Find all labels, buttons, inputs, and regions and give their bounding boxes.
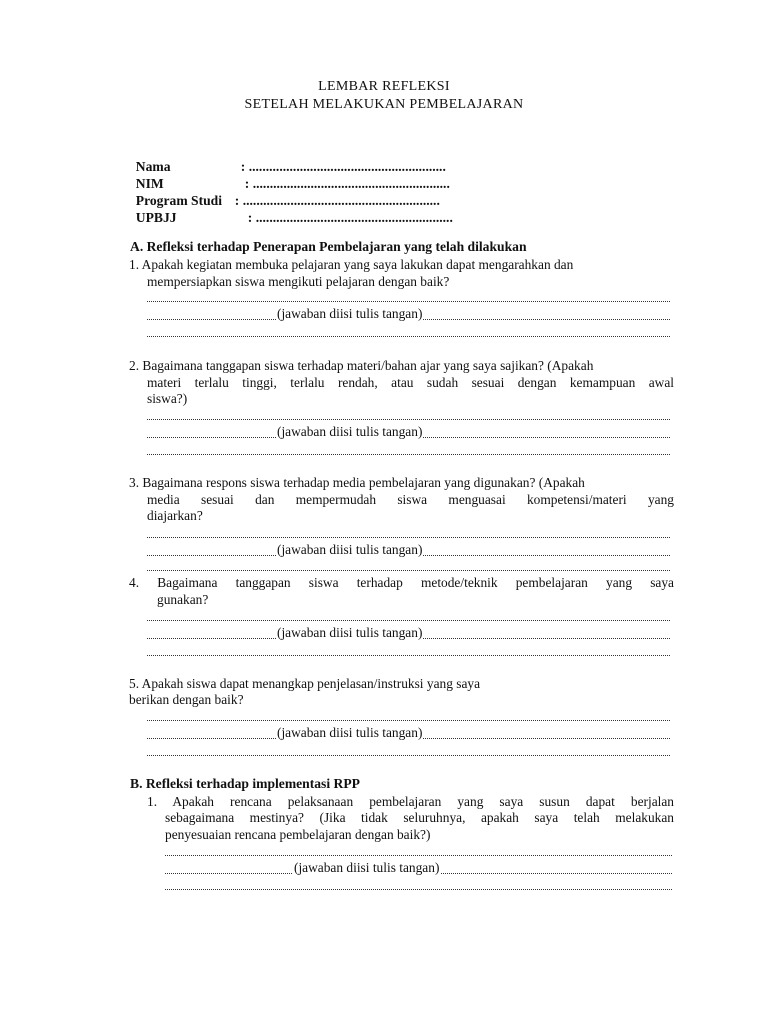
upbjj-colon: : — [247, 209, 253, 225]
question-a3-line3: diajarkan? — [147, 508, 203, 523]
answer-hint: (jawaban diisi tulis tangan) — [294, 860, 440, 875]
section-b-heading: B. Refleksi terhadap implementasi RPP — [130, 776, 360, 791]
question-a1-line1: 1. Apakah kegiatan membuka pelajaran yang saya lakukan dapat mengarahkan dan — [129, 257, 574, 272]
question-a5-line2: berikan dengan baik? — [129, 692, 244, 707]
document-title: LEMBAR REFLEKSI — [318, 79, 450, 94]
question-a1-line2: mempersiapkan siswa mengikuti pelajaran dengan baik? — [147, 274, 450, 289]
answer-line — [147, 537, 670, 538]
upbjj-blank: .......................................................... — [255, 209, 453, 225]
identity-upbjj-row — [129, 191, 453, 226]
question-a2-line2: materi terlalu tinggi, terlalu rendah, atau sudah sesuai dengan kemampuan awal — [147, 375, 674, 390]
answer-line — [147, 720, 670, 721]
question-a3-line1: 3. Bagaimana respons siswa terhadap media pembelajaran yang digunakan? (Apakah — [129, 475, 585, 490]
nama-label: Nama — [135, 158, 171, 174]
answer-line — [147, 620, 670, 621]
answer-line — [147, 301, 670, 302]
answer-line — [165, 889, 672, 890]
answer-line — [147, 655, 670, 656]
question-a5-line1: 5. Apakah siswa dapat menangkap penjelasan/instruksi yang saya — [129, 676, 481, 691]
section-a-heading: A. Refleksi terhadap Penerapan Pembelajaran yang telah dilakukan — [130, 239, 527, 254]
answer-line — [147, 419, 670, 420]
answer-hint: (jawaban diisi tulis tangan) — [277, 306, 423, 321]
prodi-colon: : — [234, 192, 240, 208]
question-b1-line3: penyesuaian rencana pembelajaran dengan baik?) — [165, 827, 431, 842]
nim-colon: : — [244, 175, 250, 191]
document-subtitle: SETELAH MELAKUKAN PEMBELAJARAN — [244, 97, 524, 112]
nim-label: NIM — [135, 175, 164, 191]
prodi-blank: .......................................................... — [242, 192, 440, 208]
question-a2-line3: siswa?) — [147, 391, 188, 406]
answer-line — [147, 570, 670, 571]
question-b1-line1: 1. Apakah rencana pelaksanaan pembelajaran yang saya susun dapat berjalan — [147, 794, 674, 809]
answer-line — [147, 755, 670, 756]
answer-hint: (jawaban diisi tulis tangan) — [277, 424, 423, 439]
answer-hint: (jawaban diisi tulis tangan) — [277, 725, 423, 740]
answer-hint: (jawaban diisi tulis tangan) — [277, 542, 423, 557]
question-b1-line2: sebagaimana mestinya? (Jika tidak seluruhnya, apakah saya telah melakukan — [165, 810, 674, 825]
answer-line — [147, 454, 670, 455]
question-a3-line2: media sesuai dan mempermudah siswa menguasai kompetensi/materi yang — [147, 492, 674, 507]
question-a4-line1: 4. Bagaimana tanggapan siswa terhadap metode/teknik pembelajaran yang saya — [129, 575, 674, 590]
question-a2-line1: 2. Bagaimana tanggapan siswa terhadap materi/bahan ajar yang saya sajikan? (Apakah — [129, 358, 594, 373]
question-a4-line2: gunakan? — [157, 592, 209, 607]
upbjj-label: UPBJJ — [135, 209, 177, 225]
answer-line — [165, 855, 672, 856]
nama-blank: .......................................................... — [248, 158, 446, 174]
nama-colon: : — [240, 158, 246, 174]
answer-line — [147, 336, 670, 337]
answer-hint: (jawaban diisi tulis tangan) — [277, 625, 423, 640]
prodi-label: Program Studi — [135, 192, 223, 208]
nim-blank: .......................................................... — [252, 175, 450, 191]
